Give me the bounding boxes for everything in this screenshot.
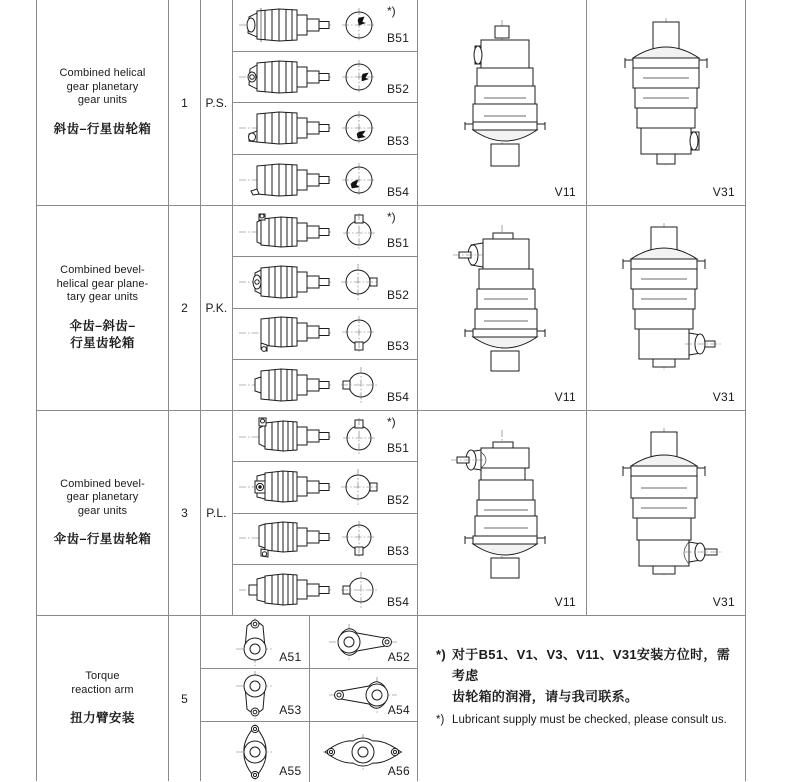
mounting-label: B52: [387, 287, 410, 302]
torque-arm-vertical-icon: [222, 669, 288, 721]
torque-arm-number-cell: [169, 616, 201, 781]
name-cn-line: 行星齿轮箱: [70, 335, 135, 350]
torque-arm-label: A54: [387, 703, 410, 717]
gear-end-view-icon: [337, 467, 381, 507]
unit-number-cell-3: [169, 411, 201, 615]
unit-name-cn-1: 斜齿–行星齿轮箱: [53, 121, 152, 136]
name-line: tary gear units: [66, 291, 139, 304]
mounting-row-b54: [233, 360, 417, 410]
gear-end-view-icon: [337, 519, 381, 559]
unit-name-en-2: [57, 264, 149, 305]
mounting-label: B54: [387, 390, 410, 404]
torque-arm-row: [201, 722, 417, 782]
gear-end-view-icon: [337, 211, 381, 251]
gear-side-view-icon: [233, 107, 337, 149]
torque-arm-double-vertical-icon: [222, 722, 288, 782]
gear-side-view-icon: [233, 364, 337, 406]
v31-label-2: V31: [712, 390, 735, 404]
v31-cell-3: [587, 411, 745, 615]
unit-code-cell-3: [201, 411, 233, 615]
v31-cell-2: [587, 206, 745, 410]
name-line: Combined helical: [59, 67, 146, 80]
gear-end-view-icon: [337, 108, 381, 148]
mounting-column-1: [233, 0, 418, 205]
unit-code-3: P.L.: [206, 506, 227, 520]
torque-arm-name-cn: 扭力臂安装: [70, 711, 135, 725]
unit-name-cn-3: 伞齿–行星齿轮箱: [53, 532, 152, 547]
table-row-torque-arm: [37, 616, 745, 781]
v11-drawing-1: [418, 0, 586, 183]
gear-end-view-icon: [337, 57, 381, 97]
gear-side-view-icon: [233, 159, 337, 201]
mounting-label: B54: [387, 595, 410, 609]
torque-arm-cell-a51: [201, 616, 310, 668]
torque-arm-figures: [201, 616, 418, 781]
name-cn-line: 伞齿–斜齿–: [69, 318, 136, 333]
mounting-row-b51: [233, 0, 417, 52]
torque-arm-label: A53: [279, 703, 302, 717]
v11-cell-1: [418, 0, 587, 205]
name-line: Combined bevel-: [60, 264, 145, 277]
footnote-star: *): [387, 210, 396, 224]
unit-name-en-3: [60, 478, 145, 519]
mounting-label: B53: [387, 543, 410, 558]
unit-code-1: P.S.: [205, 95, 228, 110]
gear-side-view-icon: [233, 4, 337, 46]
footnote-block: [418, 616, 745, 781]
unit-code-cell-2: [201, 206, 233, 410]
mounting-label-cell-b51: [381, 206, 417, 256]
mounting-label: B51: [387, 441, 410, 456]
torque-arm-cell-a54: [310, 669, 418, 721]
gear-side-view-icon: [233, 56, 337, 98]
torque-arm-name-en: [71, 670, 133, 697]
mounting-label-cell-b54: [381, 155, 417, 206]
v31-drawing-3: [587, 411, 745, 593]
gear-end-view-icon: [337, 570, 381, 610]
mounting-row-b52: [233, 52, 417, 104]
mounting-row-b51: [233, 411, 417, 462]
table-row: [37, 206, 745, 411]
v31-cell-1: [587, 0, 745, 205]
mounting-label-cell-b54: [381, 565, 417, 615]
torque-arm-vertical-icon: [222, 616, 288, 668]
footnote-en: [436, 711, 733, 730]
name-line: gear planetary: [66, 80, 139, 93]
torque-arm-cell-a56: [310, 722, 418, 782]
gear-side-view-icon: [233, 466, 337, 508]
footnote-cn-line1: 对于B51、V1、V3、V11、V31安装方位时，需考虑: [452, 647, 730, 683]
footnote-mark-en: *): [436, 714, 445, 726]
mounting-row-b52: [233, 257, 417, 308]
gear-end-view-icon: [337, 416, 381, 456]
footnote-cn-line2: 齿轮箱的润滑，请与我司联系。: [452, 689, 639, 704]
v31-drawing-2: [587, 206, 745, 388]
name-line: reaction arm: [71, 683, 134, 696]
v31-drawing-1: [587, 0, 745, 183]
v11-label-2: V11: [554, 390, 576, 404]
gear-side-view-icon: [233, 313, 337, 355]
v11-drawing-3: [418, 411, 586, 593]
v31-label-3: V31: [712, 595, 735, 609]
name-line: Torque: [85, 670, 120, 682]
v11-cell-3: [418, 411, 587, 615]
mounting-label-cell-b52: [381, 462, 417, 512]
footnote-en-text: Lubricant supply must be checked, please consult us.: [452, 714, 727, 726]
footnote-star: *): [387, 4, 396, 18]
mounting-label: B53: [387, 338, 410, 353]
mounting-column-2: [233, 206, 418, 410]
gear-side-view-icon: [233, 261, 337, 303]
gear-end-view-icon: [337, 365, 381, 405]
torque-arm-cell-a52: [310, 616, 418, 668]
gear-end-view-icon: [337, 262, 381, 302]
unit-number-cell-1: [169, 0, 201, 205]
v31-label-1: V31: [712, 185, 735, 199]
mounting-row-b52: [233, 462, 417, 513]
name-line: Combined bevel-: [60, 477, 145, 490]
mounting-row-b53: [233, 103, 417, 155]
mounting-row-b53: [233, 309, 417, 360]
name-line: gear units: [77, 94, 128, 107]
gear-side-view-icon: [233, 518, 337, 560]
gear-end-view-icon: [337, 5, 381, 45]
unit-name-cell-1: [37, 0, 169, 205]
mounting-column-3: [233, 411, 418, 615]
footnote-cn-text: [452, 644, 733, 707]
torque-arm-cell-a55: [201, 722, 310, 782]
gear-side-view-icon: [233, 569, 337, 611]
mounting-row-b54: [233, 565, 417, 615]
unit-number-2: 2: [181, 301, 188, 315]
table-row: [37, 411, 745, 616]
mounting-label: B51: [387, 236, 410, 251]
mounting-row-b54: [233, 155, 417, 206]
mounting-label-cell-b54: [381, 360, 417, 410]
unit-number-1: 1: [181, 95, 188, 110]
unit-code-2: P.K.: [205, 301, 228, 315]
unit-code-cell-1: [201, 0, 233, 205]
mounting-label-cell-b53: [381, 514, 417, 564]
unit-name-cell-3: [37, 411, 169, 615]
footnote-mark-cn: *): [436, 647, 446, 662]
mounting-label: B52: [387, 82, 410, 96]
unit-number-cell-2: [169, 206, 201, 410]
gear-side-view-icon: [233, 210, 337, 252]
name-line: gear planetary: [66, 491, 139, 504]
mounting-label: B52: [387, 492, 410, 507]
mounting-label-cell-b51: [381, 0, 417, 51]
torque-arm-label: A51: [279, 650, 302, 664]
mounting-row-b53: [233, 514, 417, 565]
unit-number-3: 3: [181, 506, 188, 520]
unit-name-en-1: [60, 67, 146, 108]
name-line: gear units: [77, 504, 128, 517]
footnote-cn: [436, 644, 733, 707]
v11-cell-2: [418, 206, 587, 410]
mounting-positions-table: [36, 0, 746, 781]
name-line: helical gear plane-: [56, 277, 149, 290]
mounting-row-b51: [233, 206, 417, 257]
unit-name-cn-2: [69, 318, 135, 352]
torque-arm-label: A56: [387, 764, 410, 778]
mounting-label-cell-b53: [381, 309, 417, 359]
torque-arm-label: A52: [387, 650, 410, 664]
v11-label-1: V11: [554, 185, 576, 199]
gear-side-view-icon: [233, 415, 337, 457]
mounting-label: B51: [387, 30, 410, 45]
v11-drawing-2: [418, 206, 586, 388]
torque-arm-cell-a53: [201, 669, 310, 721]
torque-arm-number: 5: [181, 691, 188, 706]
mounting-label-cell-b53: [381, 103, 417, 154]
v11-label-3: V11: [554, 595, 576, 609]
table-row: [37, 0, 745, 206]
torque-arm-name-cell: [37, 616, 169, 781]
mounting-label: B53: [387, 133, 410, 148]
mounting-label-cell-b52: [381, 52, 417, 103]
mounting-label: B54: [387, 185, 410, 199]
footnote-star: *): [387, 415, 396, 429]
torque-arm-row: [201, 669, 417, 722]
torque-arm-row: [201, 616, 417, 669]
mounting-label-cell-b51: [381, 411, 417, 461]
gear-end-view-icon: [337, 314, 381, 354]
unit-name-cell-2: [37, 206, 169, 410]
gear-end-view-icon: [337, 160, 381, 200]
torque-arm-label: A55: [279, 764, 302, 778]
mounting-label-cell-b52: [381, 257, 417, 307]
